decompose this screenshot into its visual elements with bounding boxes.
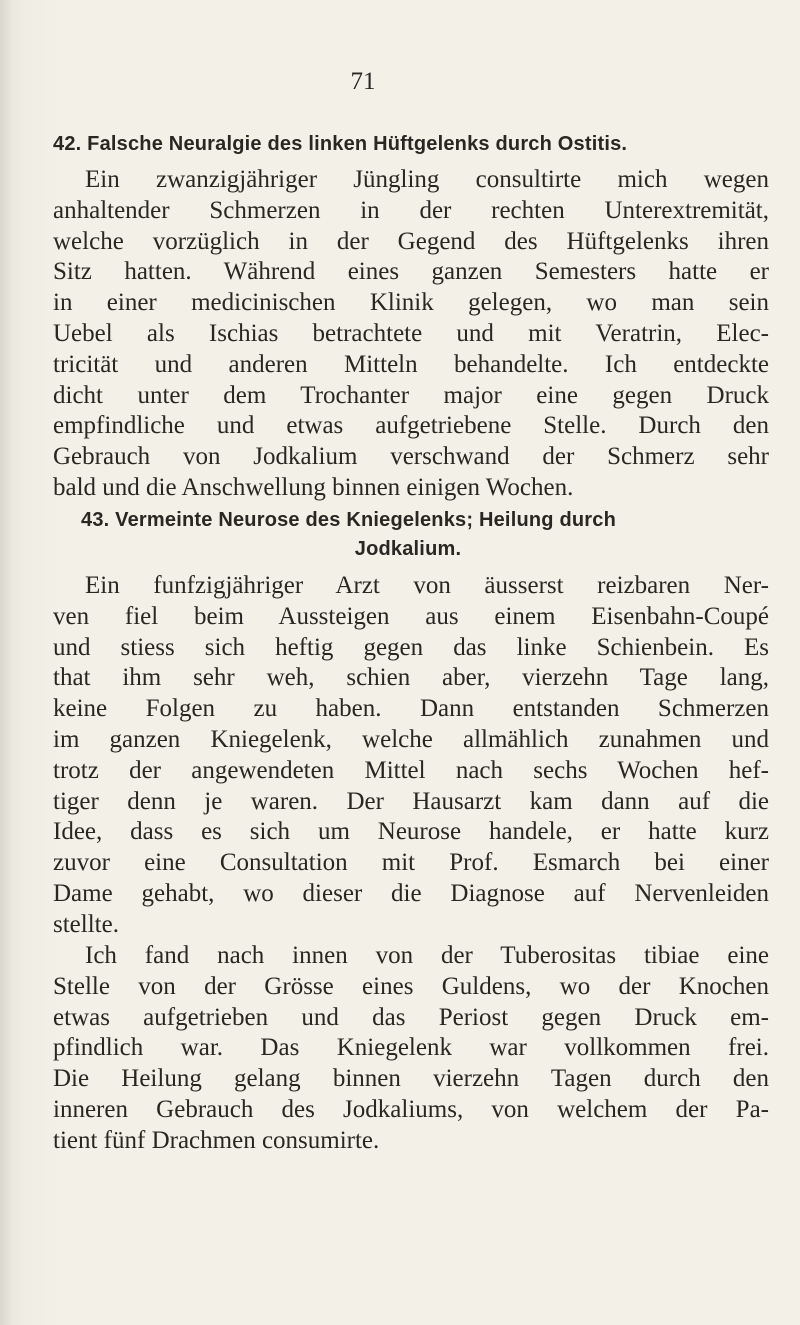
text-line: ven fiel beim Aussteigen aus einem Eisenbahn-Coupé [53, 602, 769, 630]
text-line: Ein zwanzigjähriger Jüngling consultirte mich wegen [85, 166, 769, 193]
text-line: tiger denn je waren. Der Hausarzt kam dann auf die [53, 787, 769, 815]
text-line: trotz der angewendeten Mittel nach sechs Wochen hef- [53, 756, 769, 784]
text-line: pfindlich war. Das Kniegelenk war vollkommen frei. [53, 1034, 769, 1062]
text-line: welche vorzüglich in der Gegend des Hüftgelenks ihren [53, 227, 769, 255]
text-line: tient fünf Drachmen consumirte. [53, 1126, 380, 1154]
text-line: Ein funfzigjähriger Arzt von äusserst reizbaren Ner- [85, 572, 769, 599]
section-43-heading-line2: Jodkalium. [354, 538, 462, 560]
text-line: in einer medicinischen Klinik gelegen, wo man sein [53, 289, 769, 317]
text-line: inneren Gebrauch des Jodkaliums, von welchem der Pa- [53, 1095, 769, 1123]
text-line: Idee, dass es sich um Neurose handele, er hatte kurz [53, 818, 769, 846]
text-line: that ihm sehr weh, schien aber, vierzehn Tage lang, [53, 664, 769, 692]
text-line: Sitz hatten. Während eines ganzen Semesters hatte er [53, 258, 769, 286]
page-number: 71 [350, 68, 376, 95]
text-line: bald und die Anschwellung binnen einigen Wochen. [53, 473, 574, 501]
text-line: Gebrauch von Jodkalium verschwand der Schmerz sehr [53, 443, 769, 471]
section-43-paragraph-2 [53, 941, 769, 1157]
text-line: empfindliche und etwas aufgetriebene Stelle. Durch den [53, 412, 769, 440]
section-43-heading-line1: 43. Vermeinte Neurose des Kniegelenks; Heilung durch [81, 509, 617, 531]
text-line: keine Folgen zu haben. Dann entstanden Schmerzen [53, 695, 769, 723]
text-line: etwas aufgetrieben und das Periost gegen Druck em- [53, 1003, 769, 1031]
text-line: stellte. [53, 910, 119, 938]
text-line: Die Heilung gelang binnen vierzehn Tagen durch den [53, 1065, 769, 1093]
text-line: anhaltender Schmerzen in der rechten Unterextremität, [53, 196, 769, 224]
text-line: zuvor eine Consultation mit Prof. Esmarch bei einer [53, 849, 769, 877]
section-43-paragraph-1 [53, 571, 769, 941]
text-line: und stiess sich heftig gegen das linke Schienbein. Es [53, 633, 769, 661]
text-line: tricität und anderen Mitteln behandelte. Ich entdeckte [53, 350, 769, 378]
page-gutter-shadow [0, 0, 14, 1325]
text-line: Stelle von der Grösse eines Guldens, wo der Knochen [53, 972, 769, 1000]
text-line: Dame gehabt, wo dieser die Diagnose auf Nervenleiden [53, 879, 769, 907]
section-42-heading: 42. Falsche Neuralgie des linken Hüftgelenks durch Ostitis. [53, 133, 628, 155]
text-line: dicht unter dem Trochanter major eine gegen Druck [53, 381, 769, 409]
text-line: im ganzen Kniegelenk, welche allmählich zunahmen und [53, 725, 769, 753]
section-42-paragraph [53, 165, 769, 504]
text-line: Uebel als Ischias betrachtete und mit Veratrin, Elec- [53, 319, 769, 347]
text-line: Ich fand nach innen von der Tuberositas tibiae eine [85, 942, 769, 969]
